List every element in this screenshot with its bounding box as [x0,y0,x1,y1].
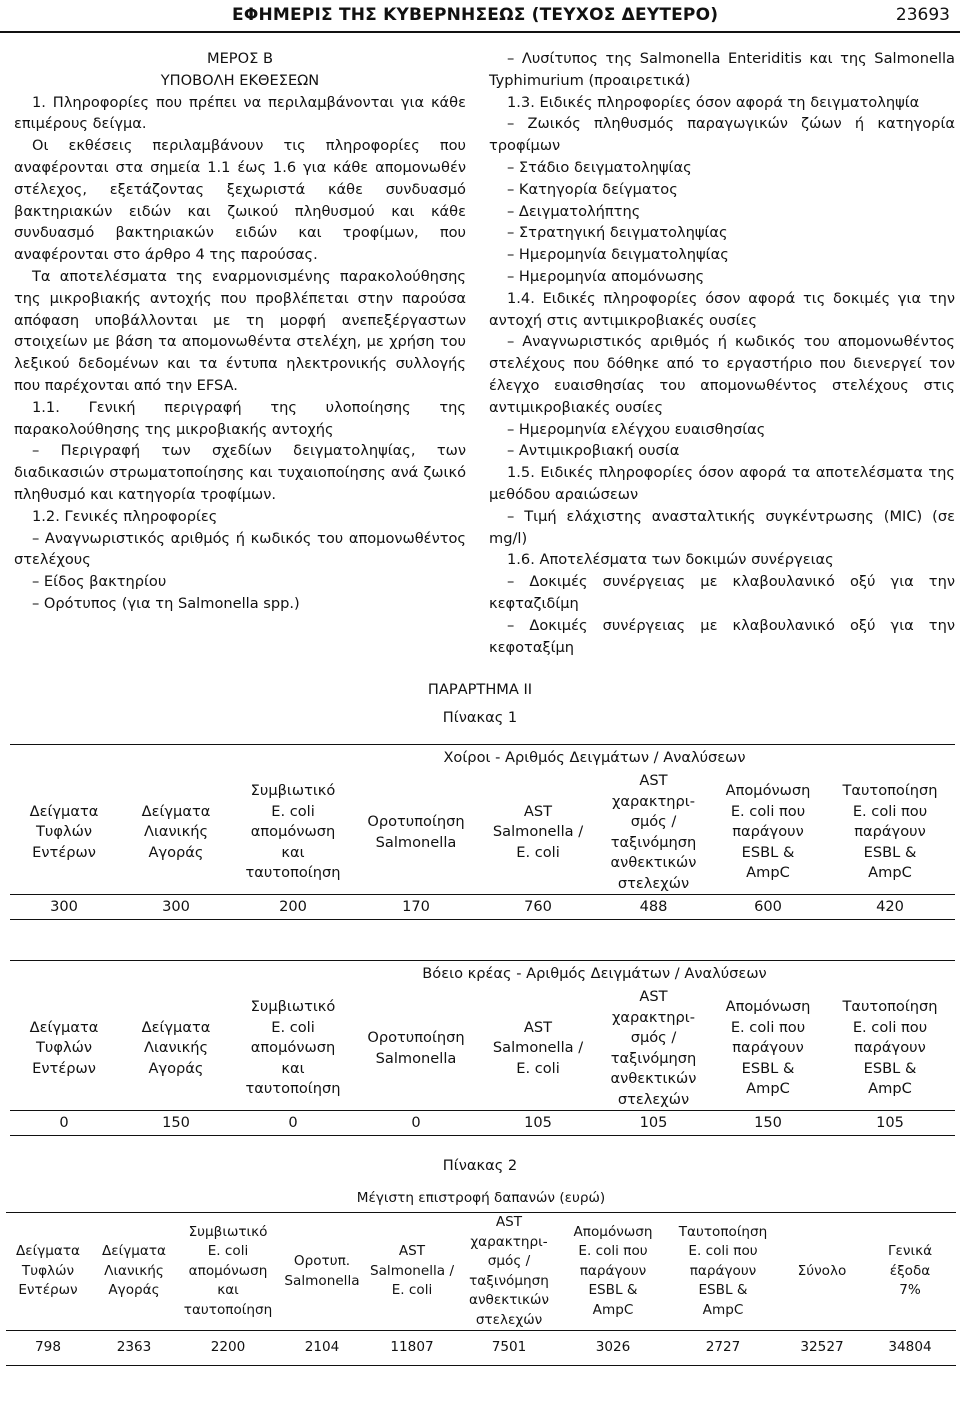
paragraph: Τα αποτελέσματα της εναρμονισμένης παρακολούθησης της μικροβιακής αντοχής που προβλέπεται στην παρούσα απόφαση υποβάλλονται με τη μορφή ανεπεξέργαστων στοιχείων με βάση τα απομονωθέντα στελέχη, με χρήση του λεξικού δεδομένων και τα έντυπα ηλεκτρονικής συλλογής που παρέχονται από την EFSA. [14,267,466,394]
header-line: ESBL & [863,843,917,861]
header-line: απομόνωση [188,1262,268,1279]
header-line: ταξινόμηση [610,1049,697,1067]
beef-samples-table [10,960,955,1136]
header-line: παράγουν [579,1262,647,1279]
header-line: Συμβιωτικό [250,998,336,1016]
header-line: ταξινόμηση [610,833,697,851]
list-item: – Στρατηγική δειγματοληψίας [507,224,728,242]
table-cell: 200 [234,895,352,920]
column-header [6,1213,90,1331]
header-line: Τυφλών [36,1039,92,1057]
header-line: AST [523,802,553,820]
list-item: – Δοκιμές συνέργειας με κλαβουλανικό οξύ για την κεφταζιδίμη [489,573,955,612]
table-cell: 0 [10,1111,118,1136]
right-column [489,48,955,658]
header-line: Salmonella [375,833,457,851]
list-item: – Είδος βακτηρίου [32,573,167,591]
list-item: – Ημερομηνία ελέγχου ευαισθησίας [507,420,766,438]
table-header-row [10,987,955,1111]
header-line: AST [398,1243,426,1260]
header-line: E. coli [516,843,560,861]
section-title: ΥΠΟΒΟΛΗ ΕΚΘΕΣΕΩΝ [160,71,320,89]
column-header [178,1213,278,1331]
header-line: Ταυτοποίηση [842,998,938,1016]
header-line: Αγοράς [148,1059,204,1077]
header-line: E. coli που [852,802,928,820]
list-item: – Δοκιμές συνέργειας με κλαβουλανικό οξύ για την κεφοταξίμη [489,616,955,656]
column-header [596,771,711,895]
header-rule [0,31,960,33]
table-cell: 760 [480,895,596,920]
header-line: Δείγματα [101,1243,167,1260]
header-line: Ορoτυποίηση [367,1029,465,1046]
column-header [711,987,825,1111]
table-header-row [10,771,955,895]
header-line: Δείγματα [29,1018,99,1036]
gazette-header [0,0,960,32]
column-header [234,987,352,1111]
column-header [352,987,480,1111]
column-header [711,771,825,895]
column-header [825,771,955,895]
header-line: στελεχών [617,1090,690,1108]
table-cell: 2200 [178,1331,278,1366]
column-header [234,771,352,895]
table-cell: 2727 [666,1331,780,1366]
column-header [458,1213,560,1331]
header-line: Ταυτοποίηση [678,1223,768,1240]
header-line: E. coli που [730,802,806,820]
header-line: E. coli [271,1018,315,1036]
table-cell: 600 [711,895,825,920]
header-line: AST [523,1018,553,1036]
subsection-heading: 1.2. Γενικές πληροφορίες [32,507,218,525]
header-line: AmpC [746,1080,790,1098]
table2-label: Πίνακας 2 [442,1157,518,1174]
header-line: Salmonella / [492,1039,584,1057]
subsection-heading: 1.1. Γενική περιγραφή της υλοποίησης της παρακολούθησης της μικροβιακής αντοχής [14,398,466,438]
column-header [10,987,118,1111]
header-line: έξοδα [889,1262,931,1279]
header-line: E. coli [207,1243,249,1260]
header-line: Εντέρων [32,843,96,861]
table-cell: 798 [6,1331,90,1366]
header-line: AmpC [702,1301,744,1318]
table-row [10,895,955,920]
header-line: Salmonella / [492,823,584,841]
header-line: AmpC [868,1080,912,1098]
header-line: απομόνωση [250,823,336,841]
table-cell: 0 [234,1111,352,1136]
header-line: Απομόνωση [725,998,811,1016]
table1-label: Πίνακας 1 [442,709,518,726]
part-title: ΜΕΡΟΣ Β [207,50,273,67]
subsection-heading: 1.3. Ειδικές πληροφορίες όσον αφορά τη δειγματοληψία [507,93,920,111]
paragraph: 1. Πληροφορίες που πρέπει να περιλαμβάνονται για κάθε επιμέρους δείγμα. [14,93,466,133]
header-line: Salmonella [284,1272,360,1289]
header-line: σμός / [630,1029,677,1046]
list-item: – Ορότυπος (για τη Salmonella spp.) [32,594,300,612]
header-line: Σύνολο [797,1262,847,1279]
header-line: χαρακτηρι- [611,1008,696,1026]
header-line: παράγουν [689,1262,757,1279]
table-cell: 105 [825,1111,955,1136]
header-line: Τυφλών [36,823,92,841]
list-item: – Αναγνωριστικός αριθμός ή κωδικός του απομονωθέντος στελέχους [14,529,466,569]
cost-reimbursement-table [6,1186,956,1366]
header-line: ταυτοποίηση [245,1080,341,1098]
header-line: ESBL & [698,1282,748,1299]
list-item: – Ζωικός πληθυσμός παραγωγικών ζώων ή κατηγορία τροφίμων [489,115,955,155]
header-line: 7% [899,1282,921,1299]
header-line: ταυτοποίηση [183,1301,273,1318]
header-line: ταξινόμηση [469,1272,549,1289]
header-line: ESBL & [863,1059,917,1077]
table-cell: 488 [596,895,711,920]
header-line: Εντέρων [32,1059,96,1077]
header-line: Αγοράς [148,843,204,861]
header-line: παράγουν [854,1039,926,1057]
header-line: ανθεκτικών [610,854,697,871]
table-cell: 300 [118,895,234,920]
column-header [352,771,480,895]
list-item: – Περιγραφή των σχεδίων δειγματοληψίας, των διαδικασιών στρωματοποίησης και τυχαιοποίησης ανά ζωικό πληθυσμό και κατηγορία τροφίμων. [14,442,466,503]
header-line: Λιανικής [143,1039,209,1057]
column-header [10,771,118,895]
subsection-heading: 1.6. Αποτελέσματα των δοκιμών συνέργειας [507,551,834,569]
header-line: Λιανικής [104,1262,164,1279]
header-line: στελεχών [617,874,690,892]
column-header [366,1213,458,1331]
header-line: Δείγματα [141,802,211,820]
column-header [825,987,955,1111]
header-line: AST [495,1214,523,1230]
header-line: και [281,1059,305,1077]
header-line: Ορoτυποίηση [367,813,465,830]
header-line: AST [639,988,668,1005]
header-line: Απομόνωση [573,1223,653,1240]
header-line: σμός / [487,1253,531,1269]
table-cell: 11807 [366,1331,458,1366]
table-row [10,1111,955,1136]
list-item: – Στάδιο δειγματοληψίας [507,158,692,176]
table-caption: Βόειο κρέας - Αριθμός Δειγμάτων / Αναλύσεων [234,961,955,988]
table-cell: 34804 [864,1331,956,1366]
column-header [780,1213,864,1331]
header-line: χαρακτηρι- [611,792,696,810]
table-caption: Χοίροι - Αριθμός Δειγμάτων / Αναλύσεων [234,745,955,772]
header-line: AmpC [868,864,912,882]
header-line: E. coli που [852,1018,928,1036]
table-cell: 150 [118,1111,234,1136]
column-header [278,1213,366,1331]
list-item: – Κατηγορία δείγματος [507,180,678,198]
header-line: Salmonella [375,1049,457,1067]
header-line: Δείγματα [141,1018,211,1036]
list-item: – Ημερομηνία δειγματοληψίας [507,246,729,264]
table-cell: 2104 [278,1331,366,1366]
header-line: σμός / [630,813,677,830]
header-line: Δείγματα [15,1243,81,1260]
header-line: AmpC [746,864,790,882]
header-line: απομόνωση [250,1039,336,1057]
table-cell: 32527 [780,1331,864,1366]
header-line: παράγουν [732,1039,804,1057]
table-row [6,1331,956,1366]
paragraph: Οι εκθέσεις περιλαμβάνουν τις πληροφορίες που αναφέρονται στα σημεία 1.1 έως 1.6 για κάθε απομονωθέν στέλεχος, εξετάζοντας ξεχωριστά κάθε συνδυασμό βακτηριακών ειδών και ζωικού πληθυσμού και κάθε συνδυασμό βακτηριακών ειδών και τροφίμων, που αναφέρονται στο άρθρο 4 της παρούσας. [14,137,466,264]
table-cell: 170 [352,895,480,920]
list-item: – Λυσίτυπος της Salmonella Enteriditis και της Salmonella Typhimurium (προαιρετικά) [489,50,955,89]
page-number: 23693 [895,5,950,25]
table-cell: 420 [825,895,955,920]
header-line: E. coli [516,1059,560,1077]
header-line: ESBL & [741,1059,795,1077]
header-line: E. coli [271,802,315,820]
header-line: Λιανικής [143,823,209,841]
table-cell: 105 [596,1111,711,1136]
header-line: Αγοράς [108,1282,160,1299]
header-line: Salmonella / [369,1262,455,1279]
table-cell: 0 [352,1111,480,1136]
header-line: Γενικά [887,1243,933,1260]
header-line: E. coli που [578,1243,648,1260]
header-line: ταυτοποίηση [245,864,341,882]
header-line: AST [639,772,668,789]
pigs-samples-table [10,744,955,920]
header-line: χαρακτηρι- [470,1233,548,1250]
header-line: E. coli [391,1282,433,1299]
column-header [666,1213,780,1331]
header-line: E. coli που [730,1018,806,1036]
table-cell: 105 [480,1111,596,1136]
column-header [480,771,596,895]
header-line: AmpC [592,1301,634,1318]
column-header [864,1213,956,1331]
column-header [90,1213,178,1331]
column-header [480,987,596,1111]
header-line: ESBL & [588,1282,638,1299]
gazette-title: ΕΦΗΜΕΡΙΣ ΤΗΣ ΚΥΒΕΡΝΗΣΕΩΣ (ΤΕΥΧΟΣ ΔΕΥΤΕΡΟ) [232,5,719,25]
table-header-row [6,1213,956,1331]
table-cell: 3026 [560,1331,666,1366]
table-caption: Μέγιστη επιστροφή δαπανών (ευρώ) [356,1190,606,1207]
header-line: ESBL & [741,843,795,861]
list-item: – Αναγνωριστικός αριθμός ή κωδικός του απομονωθέντος στελέχους που δόθηκε από το εργαστήριο που διενεργεί τον έλεγχο ευαισθησίας του απομονωθέντος στελέχους στις αντιμικροβιακές ουσίες [489,333,955,416]
header-line: Οροτυπ. [293,1253,351,1269]
header-line: Δείγματα [29,802,99,820]
table-cell: 300 [10,895,118,920]
annex-title: ΠΑΡΑΡΤΗΜΑ ΙΙ [427,681,533,698]
list-item: – Ημερομηνία απομόνωσης [507,267,705,285]
header-line: Συμβιωτικό [188,1223,268,1240]
header-line: E. coli που [688,1243,758,1260]
column-header [118,987,234,1111]
subsection-heading: 1.5. Ειδικές πληροφορίες όσον αφορά τα αποτελέσματα της μεθόδου αραιώσεων [489,464,955,503]
header-line: Ταυτοποίηση [842,782,938,800]
header-line: και [281,843,305,861]
column-header [118,771,234,895]
header-line: Συμβιωτικό [250,782,336,800]
subsection-heading: 1.4. Ειδικές πληροφορίες όσον αφορά τις δοκιμές για την αντοχή στις αντιμικροβιακές ουσίες [489,289,955,329]
left-column [14,48,466,615]
list-item: – Δειγματολήπτης [507,202,641,220]
header-line: Εντέρων [18,1282,78,1299]
table-cell: 7501 [458,1331,560,1366]
table-cell: 150 [711,1111,825,1136]
header-line: ανθεκτικών [610,1070,697,1087]
list-item: – Τιμή ελάχιστης ανασταλτικής συγκέντρωσης (MIC) (σε mg/l) [489,507,955,547]
header-line: στελεχών [475,1311,543,1328]
header-line: παράγουν [732,823,804,841]
column-header [560,1213,666,1331]
header-line: και [217,1282,239,1299]
header-line: Τυφλών [21,1262,75,1279]
header-line: ανθεκτικών [468,1292,549,1308]
table-cell: 2363 [90,1331,178,1366]
list-item: – Αντιμικροβιακή ουσία [507,442,680,460]
header-line: παράγουν [854,823,926,841]
header-line: Απομόνωση [725,782,811,800]
column-header [596,987,711,1111]
